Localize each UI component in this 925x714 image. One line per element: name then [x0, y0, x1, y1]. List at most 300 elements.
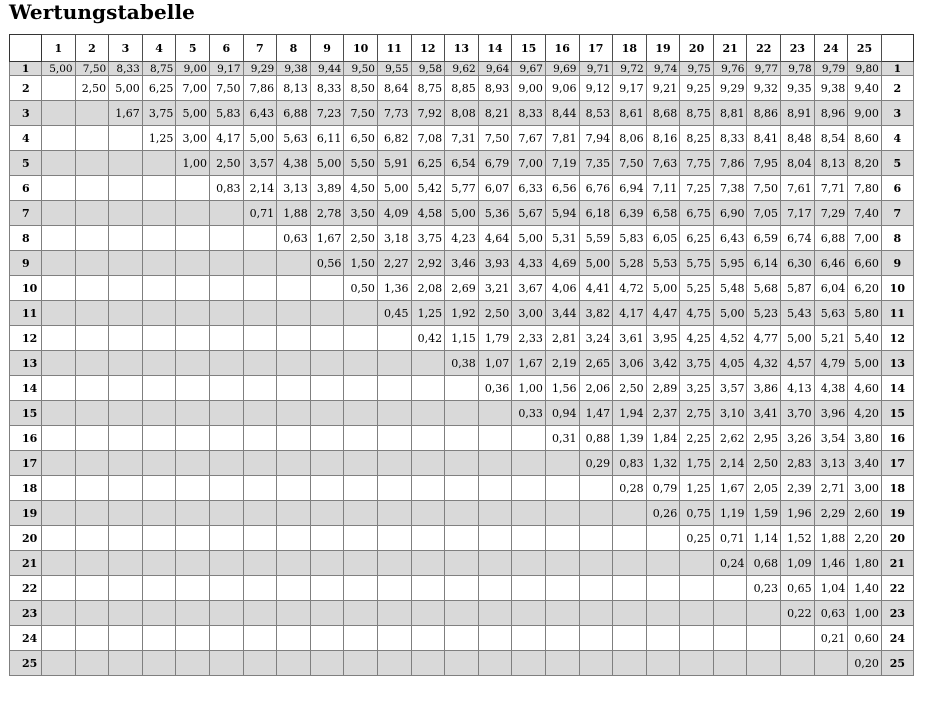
score-cell — [243, 626, 277, 651]
score-cell: 4,57 — [781, 351, 815, 376]
score-cell: 6,39 — [613, 201, 647, 226]
row-label-right: 22 — [881, 576, 913, 601]
score-cell: 9,38 — [277, 62, 311, 76]
score-cell — [209, 251, 243, 276]
score-cell — [243, 226, 277, 251]
score-cell: 9,38 — [814, 76, 848, 101]
table-row — [10, 251, 914, 276]
score-cell: 4,72 — [613, 276, 647, 301]
score-cell — [109, 651, 143, 676]
score-cell — [142, 376, 176, 401]
score-cell: 1,19 — [713, 501, 747, 526]
score-cell — [579, 476, 613, 501]
score-cell — [209, 626, 243, 651]
score-cell — [277, 376, 311, 401]
score-cell — [545, 601, 579, 626]
score-cell — [613, 501, 647, 526]
score-cell: 3,42 — [646, 351, 680, 376]
score-cell: 0,75 — [680, 501, 714, 526]
score-cell: 5,00 — [445, 201, 479, 226]
score-cell: 1,94 — [613, 401, 647, 426]
table-row — [10, 126, 914, 151]
score-cell: 7,00 — [176, 76, 210, 101]
score-cell: 7,63 — [646, 151, 680, 176]
score-cell — [109, 376, 143, 401]
row-label-left: 4 — [10, 126, 42, 151]
score-cell: 6,25 — [680, 226, 714, 251]
score-cell: 9,00 — [176, 62, 210, 76]
score-cell — [109, 576, 143, 601]
score-cell: 2,19 — [545, 351, 579, 376]
table-row — [10, 526, 914, 551]
row-label-right: 23 — [881, 601, 913, 626]
score-cell — [478, 576, 512, 601]
score-cell: 2,71 — [814, 476, 848, 501]
column-header-12: 12 — [411, 35, 445, 62]
score-cell: 5,91 — [377, 151, 411, 176]
column-header-9: 9 — [310, 35, 344, 62]
score-cell — [277, 476, 311, 501]
score-cell — [277, 301, 311, 326]
score-cell: 1,75 — [680, 451, 714, 476]
score-cell: 4,64 — [478, 226, 512, 251]
score-cell — [142, 451, 176, 476]
score-cell — [277, 351, 311, 376]
score-cell: 0,42 — [411, 326, 445, 351]
score-cell: 5,00 — [579, 251, 613, 276]
row-label-left: 23 — [10, 601, 42, 626]
score-cell: 8,04 — [781, 151, 815, 176]
score-cell: 1,56 — [545, 376, 579, 401]
score-cell: 6,50 — [344, 126, 378, 151]
score-cell — [209, 351, 243, 376]
score-cell: 4,75 — [680, 301, 714, 326]
score-cell: 7,80 — [848, 176, 882, 201]
score-cell — [713, 626, 747, 651]
score-cell — [545, 476, 579, 501]
score-cell: 6,76 — [579, 176, 613, 201]
score-cell: 3,00 — [848, 476, 882, 501]
score-cell: 9,80 — [848, 62, 882, 76]
score-cell — [310, 451, 344, 476]
score-cell: 4,41 — [579, 276, 613, 301]
score-cell — [243, 576, 277, 601]
score-cell: 8,44 — [545, 101, 579, 126]
score-cell — [142, 426, 176, 451]
score-cell — [411, 576, 445, 601]
score-cell: 5,67 — [512, 201, 546, 226]
score-cell — [545, 576, 579, 601]
score-cell: 0,28 — [613, 476, 647, 501]
score-cell — [42, 126, 76, 151]
score-cell — [680, 601, 714, 626]
row-label-left: 9 — [10, 251, 42, 276]
column-header-17: 17 — [579, 35, 613, 62]
score-cell: 0,88 — [579, 426, 613, 451]
score-cell — [75, 351, 109, 376]
column-header-21: 21 — [713, 35, 747, 62]
score-cell — [75, 451, 109, 476]
score-cell: 1,36 — [377, 276, 411, 301]
row-label-right: 2 — [881, 76, 913, 101]
score-cell: 0,36 — [478, 376, 512, 401]
score-cell: 6,82 — [377, 126, 411, 151]
score-cell — [75, 526, 109, 551]
score-cell: 2,50 — [209, 151, 243, 176]
score-cell — [209, 326, 243, 351]
column-header-15: 15 — [512, 35, 546, 62]
score-cell: 3,40 — [848, 451, 882, 476]
score-cell: 9,76 — [713, 62, 747, 76]
score-cell: 8,20 — [848, 151, 882, 176]
score-cell — [243, 651, 277, 676]
score-cell: 9,62 — [445, 62, 479, 76]
score-cell: 7,95 — [747, 151, 781, 176]
score-cell: 9,64 — [478, 62, 512, 76]
score-cell — [445, 551, 479, 576]
score-cell: 2,14 — [713, 451, 747, 476]
score-cell — [713, 576, 747, 601]
score-cell: 3,57 — [243, 151, 277, 176]
score-cell — [42, 376, 76, 401]
score-cell: 0,29 — [579, 451, 613, 476]
score-cell: 1,52 — [781, 526, 815, 551]
score-cell — [277, 451, 311, 476]
score-cell — [377, 451, 411, 476]
score-cell: 4,47 — [646, 301, 680, 326]
score-cell — [411, 501, 445, 526]
column-header-1: 1 — [42, 35, 76, 62]
score-cell: 7,50 — [75, 62, 109, 76]
row-label-right: 12 — [881, 326, 913, 351]
score-cell: 5,63 — [814, 301, 848, 326]
row-label-right: 24 — [881, 626, 913, 651]
score-cell: 3,00 — [176, 126, 210, 151]
score-cell: 1,00 — [512, 376, 546, 401]
score-cell: 7,05 — [747, 201, 781, 226]
table-row — [10, 401, 914, 426]
score-cell — [243, 501, 277, 526]
score-cell: 9,71 — [579, 62, 613, 76]
score-cell — [142, 526, 176, 551]
score-cell: 8,61 — [613, 101, 647, 126]
score-cell — [75, 426, 109, 451]
score-cell — [747, 626, 781, 651]
score-cell — [42, 276, 76, 301]
score-cell: 2,08 — [411, 276, 445, 301]
score-cell — [243, 376, 277, 401]
score-cell — [75, 376, 109, 401]
table-row — [10, 176, 914, 201]
column-header-11: 11 — [377, 35, 411, 62]
score-cell: 9,72 — [613, 62, 647, 76]
score-cell: 0,50 — [344, 276, 378, 301]
score-cell: 8,13 — [814, 151, 848, 176]
score-cell — [109, 551, 143, 576]
score-cell: 4,17 — [209, 126, 243, 151]
score-cell: 5,75 — [680, 251, 714, 276]
score-cell — [75, 326, 109, 351]
row-label-right: 11 — [881, 301, 913, 326]
score-cell: 6,94 — [613, 176, 647, 201]
score-cell — [75, 401, 109, 426]
score-cell — [75, 551, 109, 576]
score-cell — [75, 626, 109, 651]
score-cell — [176, 501, 210, 526]
score-cell: 2,81 — [545, 326, 579, 351]
column-header-4: 4 — [142, 35, 176, 62]
score-cell: 0,63 — [814, 601, 848, 626]
score-cell: 6,11 — [310, 126, 344, 151]
score-cell — [42, 501, 76, 526]
score-cell: 9,69 — [545, 62, 579, 76]
score-cell: 3,86 — [747, 376, 781, 401]
score-cell — [277, 251, 311, 276]
row-label-right: 17 — [881, 451, 913, 476]
table-row — [10, 426, 914, 451]
page-title: Wertungstabelle — [9, 0, 195, 24]
table-row — [10, 576, 914, 601]
row-label-left: 10 — [10, 276, 42, 301]
score-cell — [142, 151, 176, 176]
row-label-left: 17 — [10, 451, 42, 476]
score-cell — [75, 101, 109, 126]
score-cell — [781, 651, 815, 676]
score-cell — [747, 601, 781, 626]
score-cell: 1,88 — [277, 201, 311, 226]
score-cell — [42, 526, 76, 551]
score-cell — [109, 476, 143, 501]
score-cell — [142, 401, 176, 426]
score-cell: 1,00 — [176, 151, 210, 176]
score-cell: 6,30 — [781, 251, 815, 276]
score-cell — [344, 401, 378, 426]
score-cell: 9,17 — [209, 62, 243, 76]
score-cell — [445, 426, 479, 451]
score-cell — [176, 226, 210, 251]
score-cell — [545, 626, 579, 651]
score-cell — [75, 126, 109, 151]
score-cell: 0,45 — [377, 301, 411, 326]
score-cell — [713, 601, 747, 626]
score-cell — [142, 201, 176, 226]
score-cell: 1,67 — [109, 101, 143, 126]
score-cell — [75, 276, 109, 301]
score-cell: 3,57 — [713, 376, 747, 401]
column-header-24: 24 — [814, 35, 848, 62]
score-cell — [377, 476, 411, 501]
score-cell: 1,59 — [747, 501, 781, 526]
score-cell: 1,67 — [512, 351, 546, 376]
score-cell: 1,92 — [445, 301, 479, 326]
score-cell: 8,50 — [344, 76, 378, 101]
header-end-cell — [881, 35, 913, 62]
score-cell — [478, 401, 512, 426]
column-header-7: 7 — [243, 35, 277, 62]
score-cell — [579, 601, 613, 626]
score-cell: 2,69 — [445, 276, 479, 301]
score-cell — [42, 76, 76, 101]
score-cell: 7,86 — [713, 151, 747, 176]
score-cell — [512, 601, 546, 626]
score-cell — [176, 426, 210, 451]
score-cell — [243, 401, 277, 426]
score-cell — [310, 601, 344, 626]
score-cell — [310, 276, 344, 301]
row-label-right: 15 — [881, 401, 913, 426]
score-table — [9, 34, 914, 676]
score-cell — [277, 401, 311, 426]
score-cell: 3,18 — [377, 226, 411, 251]
score-cell: 7,29 — [814, 201, 848, 226]
score-cell: 5,83 — [209, 101, 243, 126]
score-cell: 8,75 — [411, 76, 445, 101]
score-cell: 3,13 — [814, 451, 848, 476]
score-cell: 1,04 — [814, 576, 848, 601]
score-cell: 9,67 — [512, 62, 546, 76]
score-cell — [344, 326, 378, 351]
score-cell: 8,33 — [512, 101, 546, 126]
score-cell — [445, 576, 479, 601]
score-cell: 1,80 — [848, 551, 882, 576]
table-row — [10, 226, 914, 251]
score-cell — [310, 626, 344, 651]
score-cell: 8,25 — [680, 126, 714, 151]
score-cell — [209, 376, 243, 401]
score-cell — [377, 351, 411, 376]
score-cell — [579, 501, 613, 526]
score-cell: 9,29 — [713, 76, 747, 101]
score-cell: 3,06 — [613, 351, 647, 376]
score-cell — [42, 426, 76, 451]
row-label-left: 22 — [10, 576, 42, 601]
score-cell — [478, 451, 512, 476]
row-label-left: 6 — [10, 176, 42, 201]
row-label-right: 16 — [881, 426, 913, 451]
score-cell — [176, 301, 210, 326]
score-cell: 8,75 — [680, 101, 714, 126]
score-cell: 5,31 — [545, 226, 579, 251]
score-cell: 5,59 — [579, 226, 613, 251]
score-cell: 3,82 — [579, 301, 613, 326]
score-cell — [176, 551, 210, 576]
score-cell: 5,00 — [109, 76, 143, 101]
score-cell: 3,80 — [848, 426, 882, 451]
score-cell: 0,38 — [445, 351, 479, 376]
score-cell: 3,24 — [579, 326, 613, 351]
row-label-right: 14 — [881, 376, 913, 401]
score-cell: 3,95 — [646, 326, 680, 351]
score-cell: 7,81 — [545, 126, 579, 151]
score-cell — [277, 326, 311, 351]
score-cell — [243, 251, 277, 276]
score-cell: 8,08 — [445, 101, 479, 126]
score-cell — [243, 451, 277, 476]
score-cell — [411, 601, 445, 626]
score-cell: 3,26 — [781, 426, 815, 451]
score-cell: 4,69 — [545, 251, 579, 276]
row-label-right: 25 — [881, 651, 913, 676]
score-cell — [613, 526, 647, 551]
score-cell: 1,40 — [848, 576, 882, 601]
score-cell: 7,50 — [209, 76, 243, 101]
score-cell: 6,88 — [814, 226, 848, 251]
score-cell — [109, 301, 143, 326]
score-cell — [42, 301, 76, 326]
score-cell — [209, 576, 243, 601]
score-cell: 5,36 — [478, 201, 512, 226]
score-cell — [243, 476, 277, 501]
score-cell — [42, 401, 76, 426]
score-cell — [109, 501, 143, 526]
score-cell: 6,18 — [579, 201, 613, 226]
score-cell: 3,61 — [613, 326, 647, 351]
score-cell — [781, 626, 815, 651]
score-cell: 2,39 — [781, 476, 815, 501]
score-cell — [377, 501, 411, 526]
score-cell: 4,52 — [713, 326, 747, 351]
score-cell — [445, 451, 479, 476]
score-cell — [142, 226, 176, 251]
score-cell: 0,63 — [277, 226, 311, 251]
score-cell: 7,71 — [814, 176, 848, 201]
score-cell — [411, 401, 445, 426]
row-label-right: 21 — [881, 551, 913, 576]
header-row — [10, 35, 914, 62]
score-cell: 0,94 — [545, 401, 579, 426]
score-cell: 2,95 — [747, 426, 781, 451]
score-cell — [613, 651, 647, 676]
score-cell — [209, 651, 243, 676]
score-cell — [142, 251, 176, 276]
score-cell — [344, 626, 378, 651]
score-cell — [42, 251, 76, 276]
score-cell: 9,40 — [848, 76, 882, 101]
score-cell: 2,25 — [680, 426, 714, 451]
score-cell: 5,00 — [713, 301, 747, 326]
row-label-right: 20 — [881, 526, 913, 551]
score-cell: 1,50 — [344, 251, 378, 276]
column-header-20: 20 — [680, 35, 714, 62]
score-cell: 8,53 — [579, 101, 613, 126]
score-cell: 1,32 — [646, 451, 680, 476]
score-cell: 5,87 — [781, 276, 815, 301]
score-cell — [109, 451, 143, 476]
score-cell — [109, 126, 143, 151]
score-cell: 5,28 — [613, 251, 647, 276]
score-cell — [310, 326, 344, 351]
score-cell: 9,21 — [646, 76, 680, 101]
score-cell: 9,78 — [781, 62, 815, 76]
score-cell — [411, 626, 445, 651]
score-cell: 5,40 — [848, 326, 882, 351]
score-cell — [277, 651, 311, 676]
score-cell — [377, 526, 411, 551]
score-cell: 3,25 — [680, 376, 714, 401]
score-cell — [545, 551, 579, 576]
row-label-right: 3 — [881, 101, 913, 126]
score-cell: 1,15 — [445, 326, 479, 351]
column-header-6: 6 — [209, 35, 243, 62]
table-row — [10, 276, 914, 301]
score-cell: 7,67 — [512, 126, 546, 151]
score-cell: 6,54 — [445, 151, 479, 176]
row-label-left: 18 — [10, 476, 42, 501]
score-cell — [42, 576, 76, 601]
score-cell — [42, 551, 76, 576]
score-cell — [377, 326, 411, 351]
score-cell — [478, 501, 512, 526]
